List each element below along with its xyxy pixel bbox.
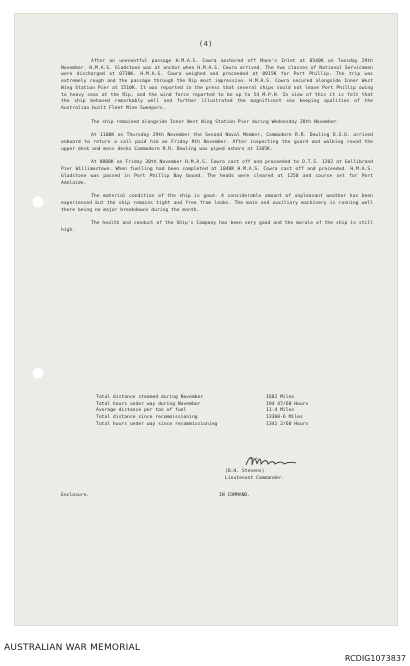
punch-hole [32, 367, 44, 379]
stat-row [96, 395, 406, 402]
stat-value: 194 47/60 Hours [266, 401, 309, 407]
page-number: (4) [198, 40, 214, 48]
institution-name: AUSTRALIAN WAR MEMORIAL [4, 643, 141, 653]
signatory-rank: Lieutenant Commander. [225, 476, 285, 481]
stat-value: 1682 Miles [266, 395, 295, 400]
paragraph-2: The ship remained alongside Inner West Wing Station Pier during Wednesday 28th November. [91, 119, 340, 125]
statistics-table [96, 395, 406, 429]
paragraph-5: The material condition of the ship is good. A considerable amount of unpleasant weather has been experienced but the ship remains tight and free from leaks. The main and auxiliary machinery is running well there being no major breakdowns during the month. [61, 194, 373, 213]
stat-value: 1341 2/60 Hours [266, 421, 309, 427]
stat-row [96, 422, 406, 429]
archive-footer [0, 640, 410, 666]
paragraph-6: The health and conduct of the Ship's Company has been very good and the morale of the ship is still high. [61, 221, 373, 234]
document-page [14, 13, 398, 626]
document-body [61, 59, 373, 242]
paragraph-4: At 0800K on Friday 30th November H.M.A.S. Cowra cast off and proceeded to O.T.S. 1202 at Gellibrand Pier Williamstown. When fuelling had been completed at 1040K H.M.A.S. Cowra cast off and proceeded. H.M.A.S. Gladstone was passed in Port Phillip Bay bound. The heads were cleared at 1250 and course set for Port Adelaide. [61, 160, 373, 186]
in-command-label: IN COMMAND. [219, 493, 251, 498]
punch-hole [32, 196, 44, 208]
handwritten-signature [244, 453, 304, 469]
stat-value: 11-4 Miles [266, 408, 295, 414]
enclosure-label: Enclosure. [61, 493, 90, 498]
stat-value: 13360-6 Miles [266, 415, 303, 421]
record-id: RCDIG1073837 [344, 654, 406, 663]
stat-label: Total distance steamed during November [96, 395, 204, 400]
stat-label: Average distance per ton of fuel [96, 408, 187, 414]
stat-label: Total distance since recommissioning [96, 415, 198, 421]
stat-label: Total hours under way since recommissioning [96, 421, 218, 427]
paragraph-3: At 1100K on Thursday 29th November the Second Naval Member, Commodore R.R. Dowling D.S.O. arrived onboard to return a call paid him on Friday 9th November. After inspecting the guard and walking round the upper deck and mess decks Commodore R.R. Dowling was piped ashore at 1105K. [61, 133, 373, 152]
stat-label: Total hours under way during November [96, 401, 201, 407]
signatory-name: (D.H. Stevens) [225, 469, 265, 474]
stat-row [96, 415, 406, 422]
paragraph-1: After an uneventful passage H.M.A.S. Cowra anchored off Mann's Inlet at 0540K on Tuesday 29th November. H.M.A.S. Gladstone was at anchor when H.M.A.S. Cowra arrived. The two classes of National Servicemen were discharged at 0730K. H.M.A.S. Cowra weighed and proceeded at 0915K for Port Phillip. The trip was extremely rough and the passage through the Rip most impressive. H.M.A.S. Cowra secured alongside Inner West Wing Station Pier at 1510K. It was reported in the press that several ships could not leave Port Phillip owing to heavy seas at the Rip, and the wind force reported to be up to 54 M.P.H. In view of this it is felt that the ship behaved remarkably well and further illustrated the magnificent sea keeping qualities of the Australian built Fleet Mine Sweepers. [61, 59, 373, 111]
